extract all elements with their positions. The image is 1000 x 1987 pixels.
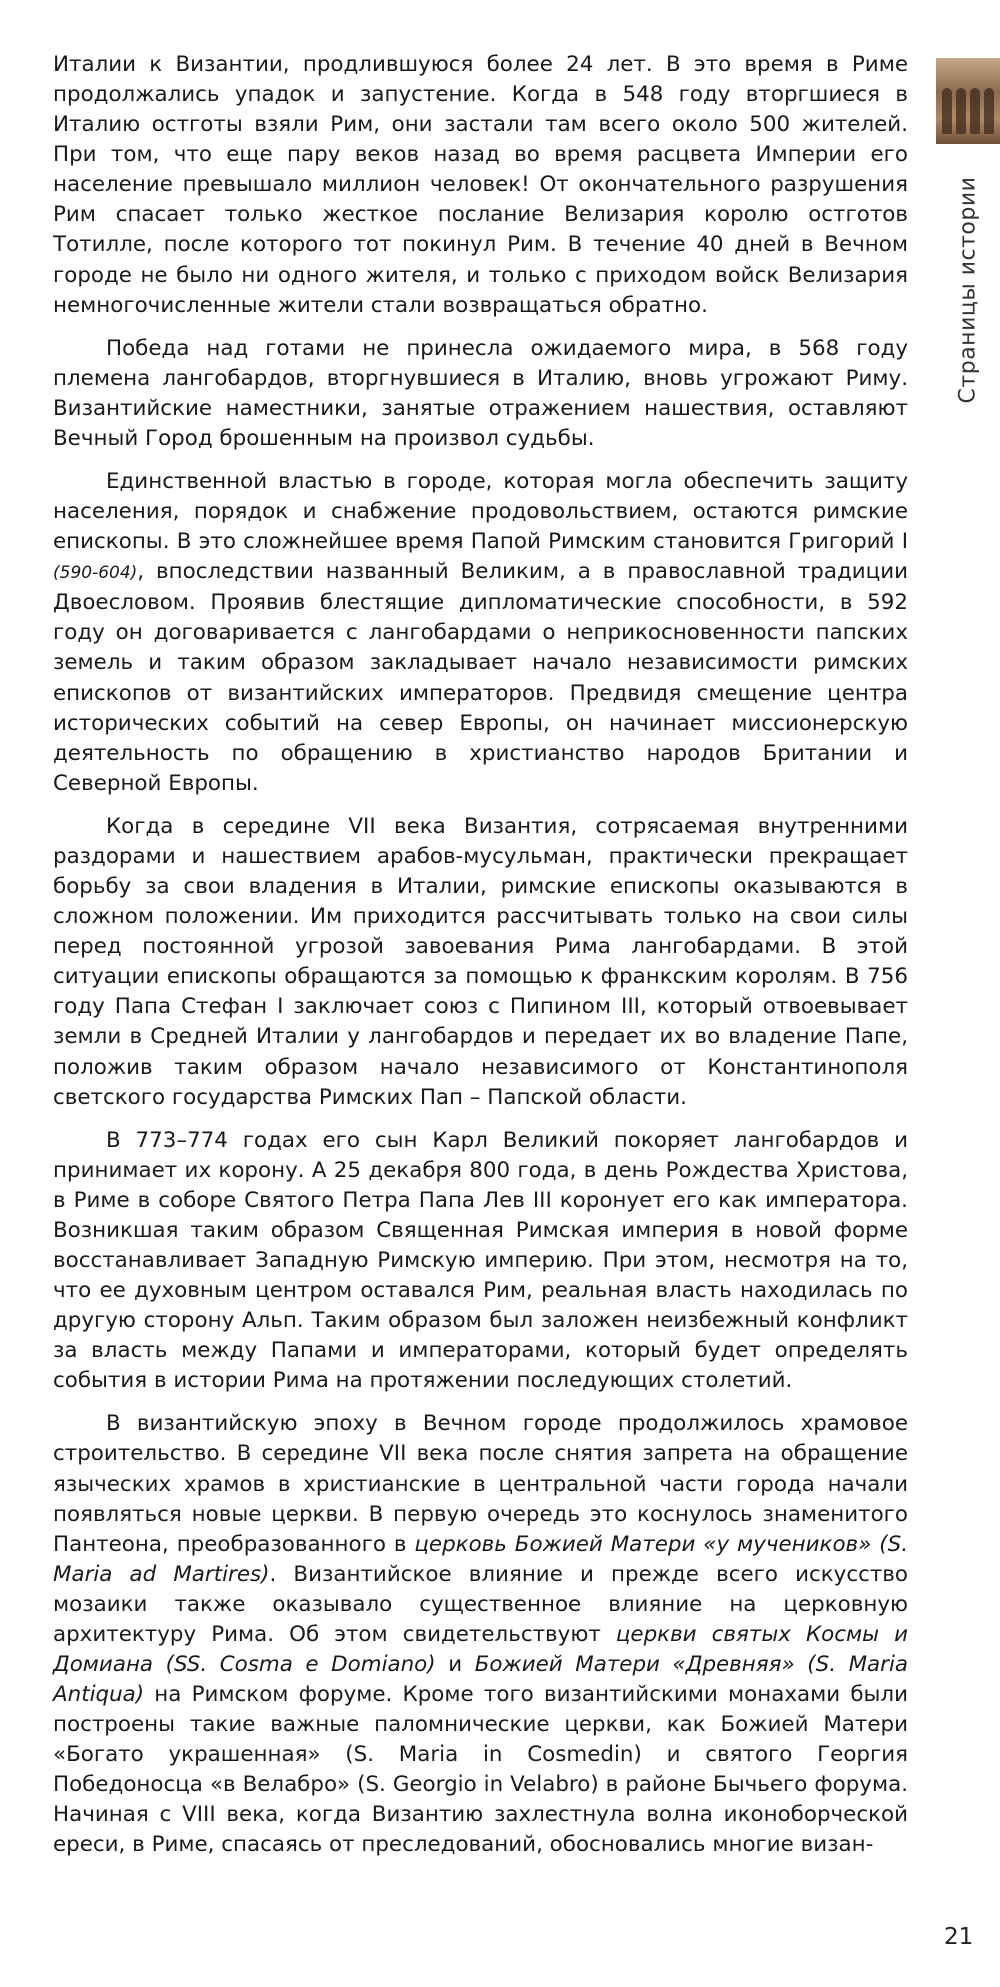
section-side-label: Страницы истории	[955, 176, 981, 404]
relief-figure-icon	[970, 88, 980, 134]
church-name-italic: церковь Божией Матери «у мучеников» (S. Maria ad Martires)	[53, 1531, 908, 1587]
text-run: В 773–774 годах его сын Карл Великий покоряет лангобардов и принимает их корону. А 25 декабря 800 года, в день Рождества Христова, в Риме в соборе Святого Петра Папа Лев III коронует его как императора. Возникшая таким образом Священная Римская империя в новой форме восстанавливает Западную Римскую империю. При этом, несмотря на то, что ее духовным центром оставался Рим, реальная власть находилась по другую сторону Альп. Таким образом был заложен неизбежный конфликт за власть между Папами и императорами, который будет определять события в истории Рима на протяжении последующих столетий.	[53, 1127, 908, 1394]
text-run: Когда в середине VII века Византия, сотрясаемая внутренними раздорами и нашествием арабов-мусульман, практически прекращает борьбу за свои владения в Италии, римские епископы оказываются в сложном положении. Им приходится рассчитывать только на свои силы перед постоянной угрозой завоевания Рима лангобардами. В этой ситуации епископы обращаются за помощью к франкским королям. В 756 году Папа Стефан I заключает союз с Пипином III, который отвоевывает земли в Средней Италии у лангобардов и передает их во владение Папе, положив таким образом начало независимого от Константинополя светского государства Римских Пап – Папской области.	[53, 813, 908, 1110]
text-run: Единственной властью в городе, которая могла обеспечить защиту населения, порядок и снабжение продовольствием, остаются римские епископы. В это сложнейшее время Папой Римским становится Григорий I	[53, 469, 908, 555]
relief-figure-icon	[942, 88, 952, 134]
date-range: (590-604)	[53, 563, 138, 584]
paragraph	[53, 1409, 908, 1860]
text-run: , впоследствии названный Великим, а в православной традиции Двоесловом. Проявив блестящие дипломатические способности, в 592 году он договаривается с лангобардами о неприкосновенности папских земель и таким образом закладывает начало независимости римских епископов от византийских императоров. Предвидя смещение центра исторических событий на север Европы, он начинает миссионерскую деятельность по обращению в христианство народов Британии и Северной Европы.	[53, 559, 908, 796]
paragraph	[53, 812, 908, 1113]
church-name-italic: Божией Матери «Древняя» (S. Maria Antiqua)	[53, 1651, 909, 1708]
paragraph	[53, 50, 908, 321]
text-run: Победа над готами не принесла ожидаемого мира, в 568 году племена лангобардов, вторгнувшиеся в Италию, вновь угрожают Риму. Византийские наместники, занятые отражением нашествия, оставляют Вечный Город брошенным на произвол судьбы.	[53, 335, 908, 451]
text-run: и	[435, 1651, 475, 1677]
decorative-relief-image	[936, 58, 1000, 144]
paragraph	[53, 467, 908, 799]
text-run: . Византийское влияние и прежде всего искусство мозаики также оказывало существенное влияние на церковную архитектуру Рима. Об этом свидетельствуют	[53, 1561, 908, 1647]
paragraph	[53, 334, 908, 454]
page-number: 21	[944, 1924, 974, 1950]
relief-figure-icon	[956, 88, 966, 134]
church-name-italic: церкви святых Космы и Домиана (SS. Cosma e Domiano)	[53, 1621, 908, 1677]
relief-figure-icon	[984, 88, 994, 134]
main-text-column	[53, 50, 908, 1874]
text-run: Италии к Византии, продлившуюся более 24 лет. В это время в Риме продолжались упадок и запустение. Когда в 548 году вторгшиеся в Италию остготы взяли Рим, они застали там всего около 500 жителей. При том, что еще пару веков назад во время расцвета Империи его население превышало миллион человек! От окончательного разрушения Рим спасает только жесткое послание Велизария королю остготов Тотилле, после которого тот покинул Рим. В течение 40 дней в Вечном городе не было ни одного жителя, и только с приходом войск Велизария немногочисленные жители стали возвращаться обратно.	[53, 52, 908, 318]
text-run: на Римском форуме. Кроме того византийскими монахами были построены такие важные паломнические церкви, как Божией Матери «Богато украшенная» (S. Maria in Cosmedin) и святого Георгия Победоносца «в Велабро» (S. Georgio in Velabro) в районе Бычьего форума. Начиная с VIII века, когда Византию захлестнула волна иконоборческой ереси, в Риме, спасаясь от преследований, обосновались многие визан-	[53, 1682, 908, 1858]
text-run: В византийскую эпоху в Вечном городе продолжилось храмовое строительство. В середине VII века после снятия запрета на обращение языческих храмов в христианские в центральной части города начали появляться новые церкви. В первую очередь это коснулось знаменитого Пантеона, преобразованного в	[53, 1411, 908, 1557]
paragraph	[53, 1126, 908, 1397]
